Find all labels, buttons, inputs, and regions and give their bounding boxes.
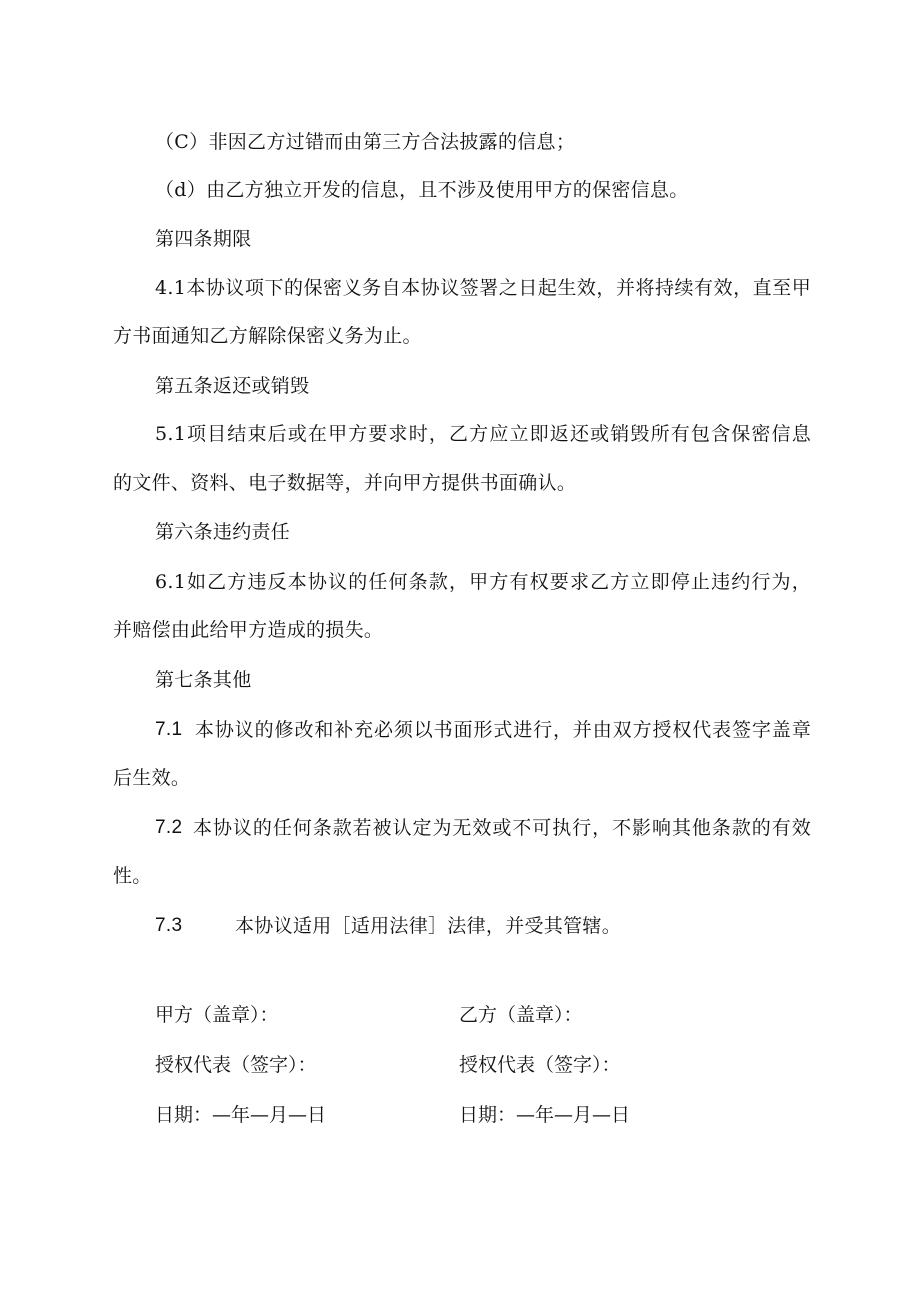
party-b-date-label: 日期：—年—月—日 bbox=[459, 1104, 631, 1126]
clause4-paragraph-line2: 方书面通知乙方解除保密义务为止。 bbox=[113, 325, 422, 347]
clause5-paragraph-line1: 5.1项目结束后或在甲方要求时，乙方应立即返还或销毁所有包含保密信息 bbox=[155, 423, 811, 445]
party-a-date-label: 日期：—年—月—日 bbox=[155, 1104, 327, 1126]
clause3-item-c: （C）非因乙方过错而由第三方合法披露的信息； bbox=[155, 131, 576, 153]
clause5-heading: 第五条返还或销毁 bbox=[155, 375, 310, 397]
clause7-3-number: 7.3 bbox=[155, 915, 183, 936]
clause5-paragraph-line2: 的文件、资料、电子数据等，并向甲方提供书面确认。 bbox=[113, 472, 577, 494]
party-a-seal-label: 甲方（盖章）： bbox=[155, 1004, 279, 1026]
clause4-heading: 第四条期限 bbox=[155, 228, 252, 250]
clause7-1-number: 7.1 bbox=[155, 719, 183, 740]
party-b-seal-label: 乙方（盖章）： bbox=[459, 1004, 583, 1026]
party-b-representative-label: 授权代表（签字）： bbox=[459, 1054, 621, 1076]
clause6-paragraph-line1: 6.1如乙方违反本协议的任何条款，甲方有权要求乙方立即停止违约行为， bbox=[155, 571, 811, 593]
clause7-heading: 第七条其他 bbox=[155, 669, 252, 691]
clause7-1-line1: 本协议的修改和补充必须以书面形式进行，并由双方授权代表签字盖章 bbox=[195, 719, 811, 741]
clause7-2-line1: 本协议的任何条款若被认定为无效或不可执行，不影响其他条款的有效 bbox=[193, 817, 811, 839]
clause6-paragraph-line2: 并赔偿由此给甲方造成的损失。 bbox=[113, 619, 384, 641]
clause7-2-number: 7.2 bbox=[155, 817, 183, 838]
clause3-item-d: （d）由乙方独立开发的信息，且不涉及使用甲方的保密信息。 bbox=[155, 179, 689, 201]
party-a-representative-label: 授权代表（签字）： bbox=[155, 1054, 317, 1076]
clause6-heading: 第六条违约责任 bbox=[155, 521, 291, 543]
clause7-2-line2: 性。 bbox=[113, 865, 152, 887]
clause7-1-line2: 后生效。 bbox=[113, 767, 191, 789]
clause7-3-text: 本协议适用［适用法律］法律，并受其管辖。 bbox=[235, 915, 622, 937]
clause4-paragraph-line1: 4.1本协议项下的保密义务自本协议签署之日起生效，并将持续有效，直至甲 bbox=[155, 277, 811, 299]
